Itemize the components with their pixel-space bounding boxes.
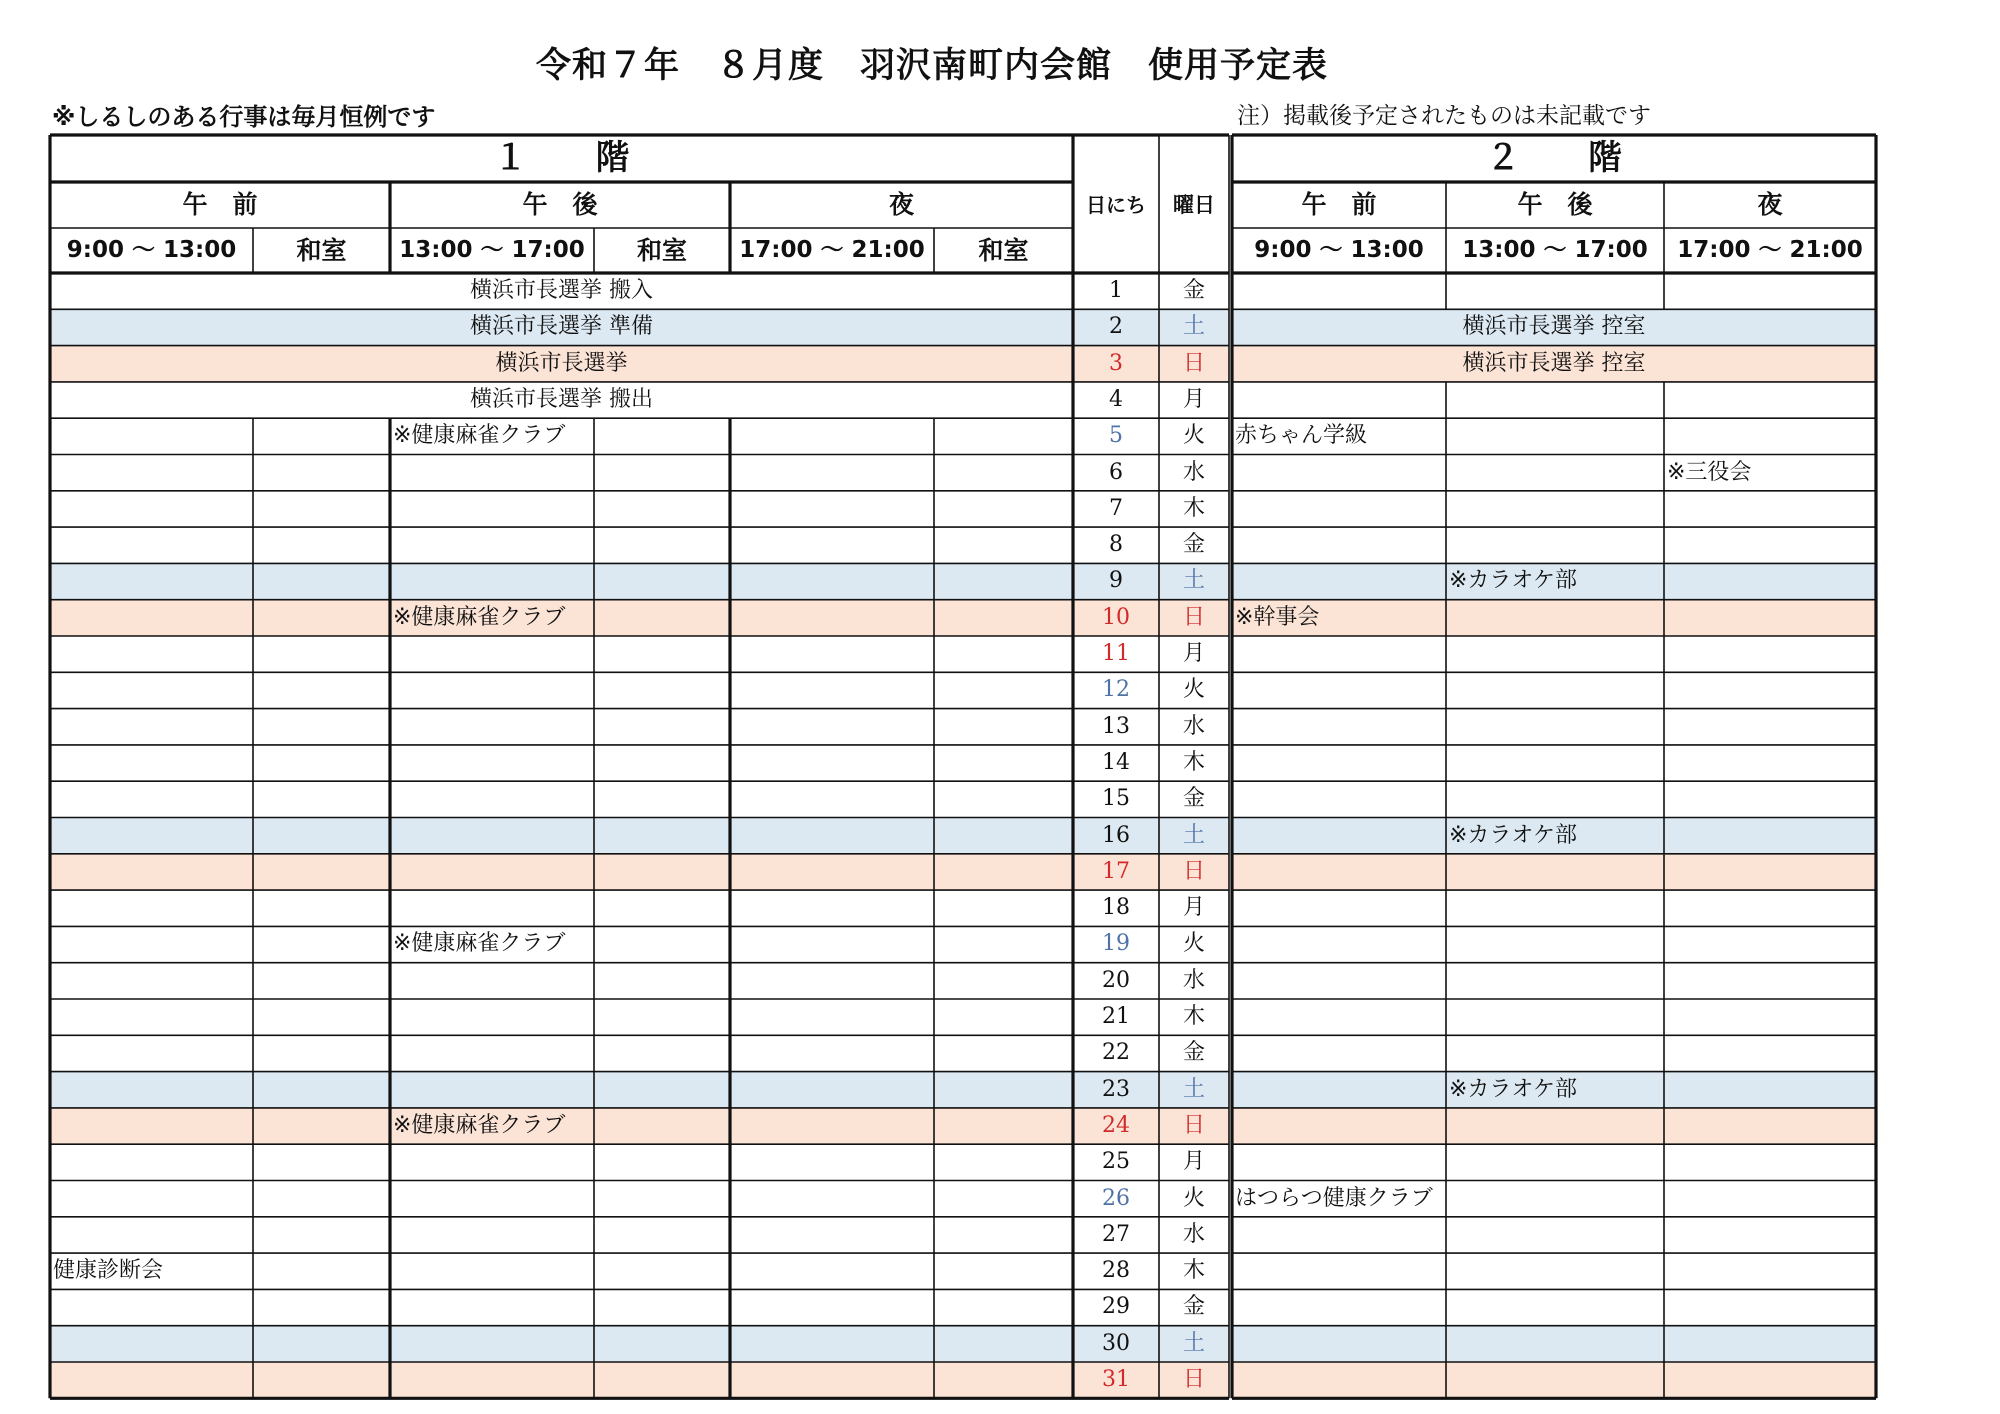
weekday: 土: [1182, 822, 1205, 848]
day-number: 26: [1102, 1185, 1130, 1211]
page-title: 令和７年 ８月度 羽沢南町内会館 使用予定表: [535, 45, 1328, 86]
weekday: 土: [1182, 314, 1205, 340]
f1-event: ※健康麻雀クラブ: [393, 423, 566, 449]
day-number: 15: [1102, 786, 1130, 812]
row-bg-f2-30: [1232, 1326, 1876, 1362]
day-number: 9: [1109, 568, 1123, 594]
day-number: 29: [1102, 1294, 1130, 1320]
day-column-header: 日にち: [1086, 193, 1146, 217]
day-number: 30: [1102, 1330, 1130, 1356]
day-number: 13: [1102, 713, 1130, 739]
day-number: 23: [1102, 1076, 1130, 1102]
f2-time-header: 17:00 ～ 21:00: [1677, 237, 1863, 263]
weekday: 火: [1182, 1185, 1205, 1211]
f1-time-header: 9:00 ～ 13:00: [66, 237, 237, 263]
day-number: 10: [1102, 604, 1130, 630]
day-number: 14: [1102, 749, 1130, 775]
f1-event: 健康診断会: [53, 1258, 164, 1284]
day-number: 6: [1109, 459, 1123, 485]
f1-japanese-room-header: 和室: [978, 236, 1029, 265]
f1-event-span: 横浜市長選挙: [495, 350, 628, 376]
row-bg-f2-31: [1232, 1362, 1876, 1398]
weekday: 水: [1182, 967, 1205, 993]
recurring-note: ※しるしのある行事は毎月恒例です: [52, 103, 436, 131]
day-number: 17: [1102, 858, 1130, 884]
f2-event: ※幹事会: [1235, 604, 1320, 630]
day-number: 28: [1102, 1258, 1130, 1284]
f1-event: ※健康麻雀クラブ: [393, 931, 566, 957]
f1-event-span: 横浜市長選挙 準備: [470, 314, 653, 340]
weekday: 日: [1182, 858, 1205, 884]
f2-period-header: 夜: [1757, 190, 1783, 219]
row-bg-16: [50, 818, 1229, 854]
f2-event: ※カラオケ部: [1449, 822, 1577, 848]
f1-period-header: 午 後: [522, 190, 598, 219]
weekday: 金: [1182, 278, 1205, 303]
weekday: 月: [1182, 641, 1205, 666]
day-number: 7: [1109, 495, 1123, 521]
day-number: 24: [1102, 1112, 1130, 1138]
f2-event-span: 横浜市長選挙 控室: [1462, 314, 1646, 340]
day-number: 2: [1109, 314, 1123, 340]
weekday: 水: [1182, 713, 1205, 739]
f1-time-header: 13:00 ～ 17:00: [399, 237, 585, 263]
day-number: 27: [1102, 1221, 1130, 1247]
row-bg-31: [50, 1362, 1229, 1398]
weekday: 木: [1182, 749, 1205, 775]
weekday: 火: [1182, 931, 1205, 957]
weekday: 木: [1182, 1004, 1205, 1029]
row-bg-23: [50, 1072, 1229, 1108]
weekday: 土: [1182, 1076, 1205, 1102]
row-bg-30: [50, 1326, 1229, 1362]
row-bg-f2-24: [1232, 1108, 1876, 1144]
weekday: 土: [1182, 568, 1205, 594]
day-number: 8: [1109, 532, 1123, 558]
row-bg-9: [50, 563, 1229, 599]
day-number: 3: [1109, 350, 1123, 376]
f2-time-header: 9:00 ～ 13:00: [1254, 237, 1424, 263]
f1-japanese-room-header: 和室: [636, 236, 687, 265]
day-number: 12: [1102, 677, 1130, 703]
f2-period-header: 午 前: [1301, 190, 1377, 219]
f1-event: ※健康麻雀クラブ: [393, 604, 566, 630]
weekday: 金: [1182, 1294, 1205, 1320]
weekday: 水: [1182, 459, 1205, 485]
f2-event: はつらつ健康クラブ: [1235, 1185, 1433, 1211]
weekday: 月: [1182, 1149, 1205, 1175]
weekday: 日: [1182, 1112, 1205, 1138]
row-bg-17: [50, 854, 1229, 890]
weekday: 日: [1182, 1367, 1205, 1392]
day-number: 1: [1109, 278, 1123, 303]
day-number: 16: [1102, 822, 1130, 848]
day-number: 31: [1102, 1367, 1130, 1392]
f1-period-header: 夜: [888, 190, 914, 219]
weekday: 月: [1182, 386, 1205, 412]
weekday: 月: [1182, 895, 1205, 921]
weekday: 水: [1182, 1221, 1205, 1247]
weekday: 木: [1182, 495, 1205, 521]
unlisted-note: 注）掲載後予定されたものは未記載です: [1237, 103, 1651, 129]
day-number: 19: [1102, 931, 1130, 957]
f2-time-header: 13:00 ～ 17:00: [1462, 237, 1648, 263]
f2-event: 赤ちゃん学級: [1235, 423, 1368, 449]
weekday: 火: [1182, 423, 1205, 449]
day-number: 22: [1102, 1040, 1130, 1066]
day-number: 4: [1109, 386, 1123, 412]
day-number: 25: [1102, 1149, 1130, 1175]
weekday: 木: [1182, 1258, 1205, 1284]
f1-event-span: 横浜市長選挙 搬出: [470, 386, 653, 412]
f2-period-header: 午 後: [1517, 190, 1593, 219]
weekday-column-header: 曜日: [1173, 193, 1215, 217]
weekday: 金: [1182, 1040, 1205, 1066]
floor1-heading: １ 階: [493, 138, 630, 178]
f1-japanese-room-header: 和室: [296, 236, 347, 265]
row-bg-f2-17: [1232, 854, 1876, 890]
f2-event: ※カラオケ部: [1449, 568, 1577, 594]
floor2-heading: ２ 階: [1486, 138, 1622, 178]
f1-event: ※健康麻雀クラブ: [393, 1112, 566, 1138]
weekday: 日: [1182, 604, 1205, 630]
day-number: 21: [1102, 1004, 1130, 1029]
weekday: 日: [1182, 350, 1205, 376]
weekday: 土: [1182, 1330, 1205, 1356]
f2-event-span: 横浜市長選挙 控室: [1462, 350, 1646, 376]
f1-time-header: 17:00 ～ 21:00: [739, 237, 925, 263]
day-number: 18: [1102, 895, 1130, 921]
weekday: 金: [1182, 786, 1205, 812]
day-number: 5: [1109, 423, 1123, 449]
f2-event: ※カラオケ部: [1449, 1076, 1577, 1102]
f1-period-header: 午 前: [182, 190, 258, 219]
day-number: 11: [1102, 641, 1130, 666]
weekday: 金: [1182, 532, 1205, 558]
f2-event: ※三役会: [1667, 459, 1752, 485]
day-number: 20: [1102, 967, 1130, 993]
weekday: 火: [1182, 677, 1205, 703]
f1-event-span: 横浜市長選挙 搬入: [470, 278, 653, 303]
